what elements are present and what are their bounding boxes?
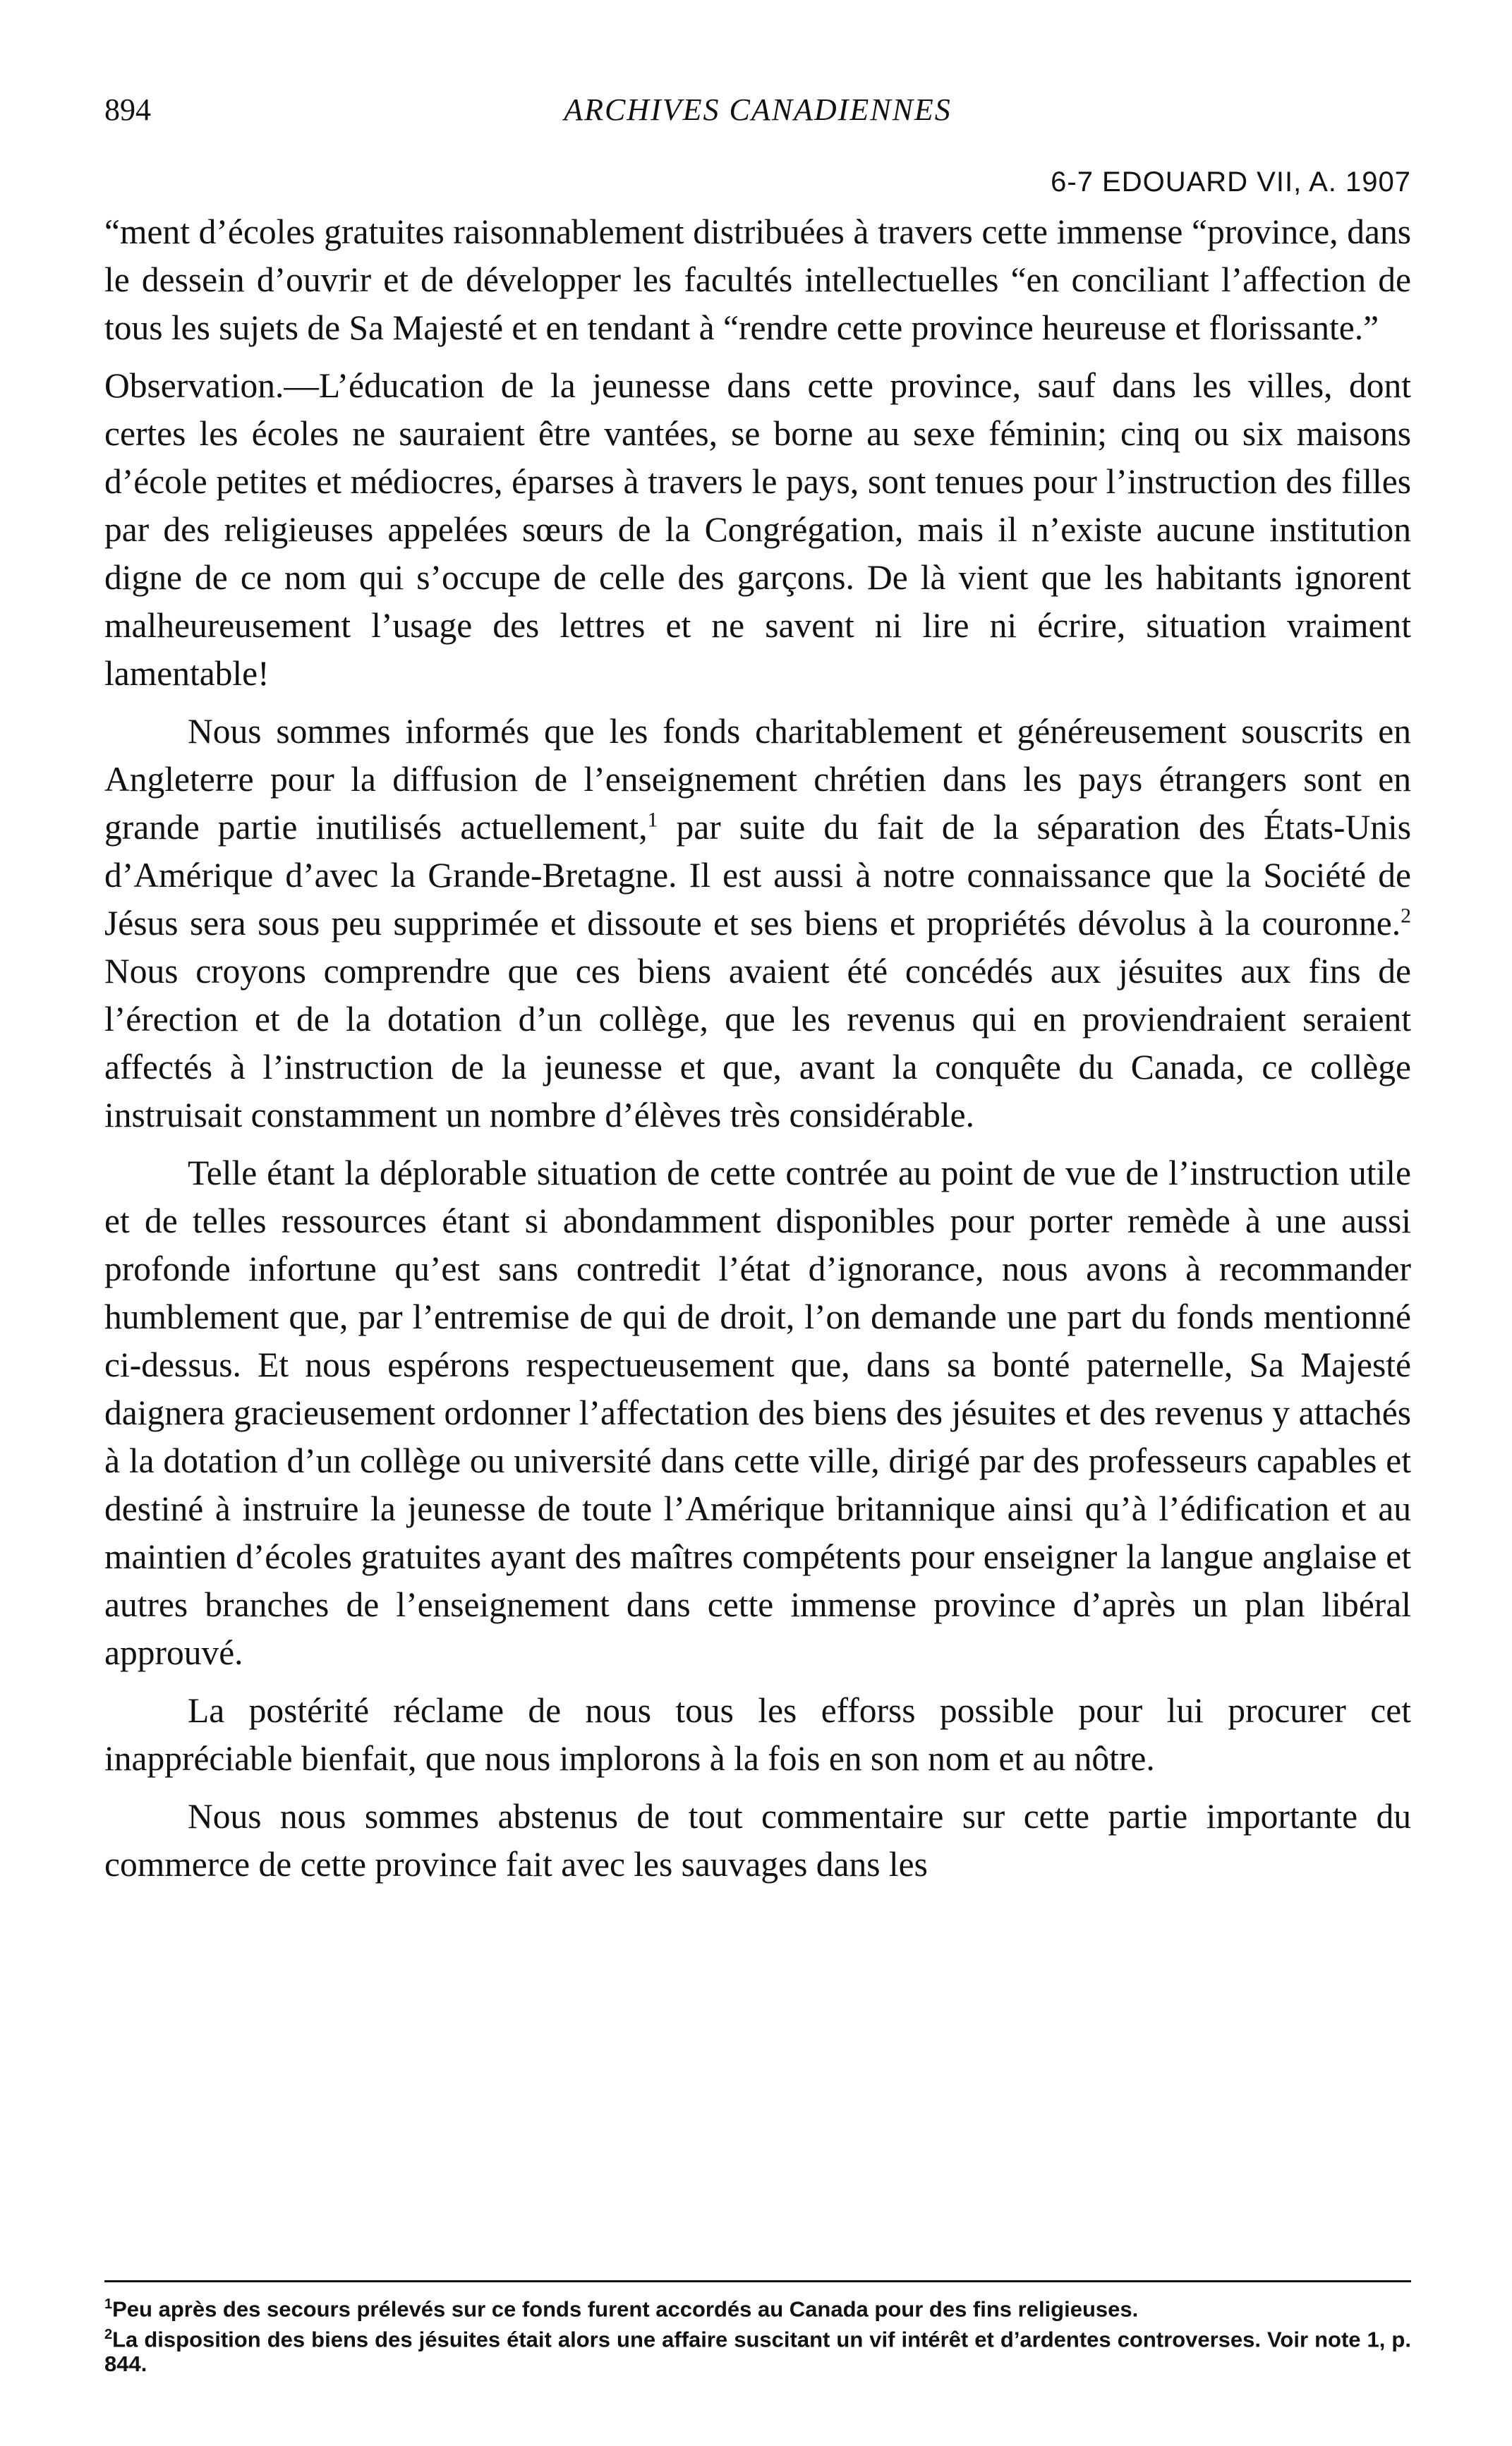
document-page bbox=[104, 85, 1411, 1889]
paragraph-funds-part-c: Nous croyons comprendre que ces biens avaient été concédés aux jésuites aux fins de l’érection et de la dotation d’un collège, que les revenus qui en proviendraient seraient affectés à l’instruction de la jeunesse et que, avant la conquête du Canada, ce collège instruisait constamment un nombre d’élèves très considérable. bbox=[104, 952, 1411, 1134]
session-reference: 6-7 EDOUARD VII, A. 1907 bbox=[1051, 167, 1411, 198]
paragraph-funds-part-a: Nous sommes informés que les fonds charitablement et généreusement souscrits en Angleterre pour la diffusion de l’enseignement chrétien dans les pays étrangers sont en grande partie inutilisés actuellement, bbox=[104, 712, 1411, 847]
page-header bbox=[104, 85, 1411, 134]
footnote-1-mark: 1 bbox=[104, 2296, 113, 2312]
footnote-2 bbox=[104, 2323, 1411, 2375]
paragraph-observation: Observation.—L’éducation de la jeunesse dans cette province, sauf dans les villes, dont certes les écoles ne sauraient être vantées, se borne au sexe féminin; cinq ou six maisons d’école petites et médiocres, éparses à travers le pays, sont tenues pour l’instruction des filles par des religieuses appelées sœurs de la Congrégation, mais il n’existe aucune institution digne de ce nom qui s’occupe de celle des garçons. De là vient que les habitants ignorent malheureusement l’usage des lettres et ne savent ni lire ni écrire, situation vraiment lamentable! bbox=[104, 366, 1411, 693]
running-title: ARCHIVES CANADIENNES bbox=[564, 92, 952, 127]
footnote-rule bbox=[104, 2280, 1411, 2282]
footnotes bbox=[104, 2280, 1411, 2378]
footnote-ref-1: 1 bbox=[647, 809, 658, 832]
page-number: 894 bbox=[104, 92, 151, 127]
paragraph-recommendation: Telle étant la déplorable situation de cette contrée au point de vue de l’instruction utile et de telles ressources étant si abondamment disponibles pour porter remède à une aussi profonde infortune qu’est sans contredit l’état d’ignorance, nous avons à recommander humblement que, par l’entremise de qui de droit, l’on demande une part du fonds mentionné ci-dessus. Et nous espérons respectueusement que, dans sa bonté paternelle, Sa Majesté daignera gracieusement ordonner l’affectation des biens des jésuites et des revenus y attachés à la dotation d’un collège ou université dans cette ville, dirigé par des professeurs capables et destiné à instruire la jeunesse de toute l’Amérique britannique ainsi qu’à l’édification et au maintien d’écoles gratuites ayant des maîtres compétents pour enseigner la langue anglaise et autres branches de l’enseignement dans cette immense province d’après un plan libéral approuvé. bbox=[104, 1154, 1411, 1672]
footnote-2-text: La disposition des biens des jésuites était alors une affaire suscitant un vif intérêt et d’ardentes controverses. Voir note 1, p. 844. bbox=[104, 2327, 1411, 2376]
paragraph-funds-part-b: par suite du fait de la séparation des États-Unis d’Amérique d’avec la Grande-Bretagne. Il est aussi à notre connaissance que la Société de Jésus sera sous peu supprimée et dissoute et ses biens et propriétés dévolus à la couronne. bbox=[104, 808, 1412, 943]
footnote-2-mark: 2 bbox=[104, 2327, 113, 2343]
footnote-1 bbox=[104, 2292, 1411, 2321]
paragraph-quote-continuation: “ment d’écoles gratuites raisonnablement distribuées à travers cette immense “province, dans le dessein d’ouvrir et de développer les facultés intellectuelles “en conciliant l’affection de tous les sujets de Sa Majesté et en tendant à “rendre cette province heureuse et florissante.” bbox=[104, 212, 1411, 347]
paragraph-commerce: Nous nous sommes abstenus de tout commentaire sur cette partie importante du commerce de cette province fait avec les sauvages dans les bbox=[104, 1797, 1411, 1884]
body-text bbox=[104, 208, 1411, 1889]
paragraph-posterity: La postérité réclame de nous tous les efforss possible pour lui procurer cet inappréciable bienfait, que nous implorons à la fois en son nom et au nôtre. bbox=[104, 1691, 1411, 1778]
footnote-ref-2: 2 bbox=[1401, 904, 1411, 928]
footnote-1-text: Peu après des secours prélevés sur ce fonds furent accordés au Canada pour des fins religieuses. bbox=[112, 2296, 1139, 2322]
paragraph-funds bbox=[104, 708, 1411, 1139]
